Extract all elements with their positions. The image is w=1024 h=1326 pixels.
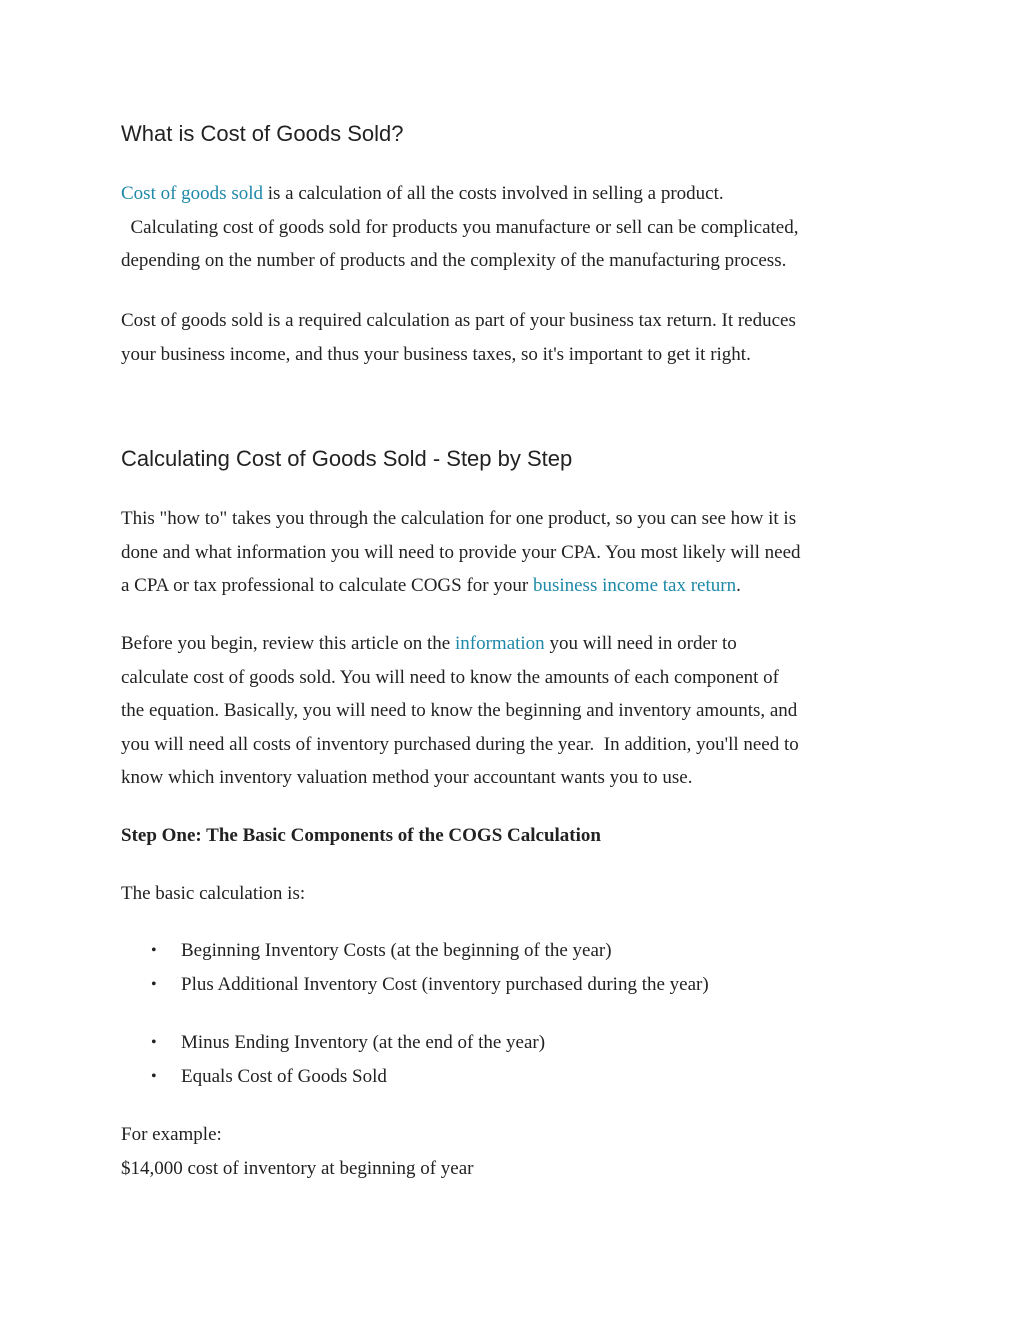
- list-item: • Beginning Inventory Costs (at the beginning of the year): [121, 934, 911, 968]
- before-line-5: know which inventory valuation method your accountant wants you to use.: [121, 767, 693, 788]
- before-you-begin-paragraph: [121, 627, 911, 795]
- intro-line-3: depending on the number of products and the complexity of the manufacturing process.: [121, 250, 787, 271]
- intro-line-1-text: is a calculation of all the costs involved in selling a product.: [263, 183, 724, 204]
- intro-paragraph: [121, 177, 911, 278]
- how-to-line-3-text: a CPA or tax professional to calculate COGS for your: [121, 575, 533, 596]
- intro-line-2: Calculating cost of goods sold for products you manufacture or sell can be complicated,: [121, 216, 799, 238]
- list-item: • Equals Cost of Goods Sold: [121, 1060, 911, 1094]
- list-item: • Minus Ending Inventory (at the end of the year): [121, 1026, 911, 1060]
- how-to-paragraph: [121, 502, 911, 603]
- how-to-line-3-end: .: [736, 575, 741, 596]
- how-to-line-1: This "how to" takes you through the calculation for one product, so you can see how it is: [121, 508, 797, 529]
- tax-line-2: your business income, and thus your business taxes, so it's important to get it right.: [121, 343, 751, 365]
- example-block: [121, 1118, 911, 1185]
- example-label: For example:: [121, 1124, 222, 1145]
- tax-paragraph: [121, 304, 911, 371]
- step-one-heading: Step One: The Basic Components of the COGS Calculation: [121, 825, 601, 846]
- before-line-2: calculate cost of goods sold. You will need to know the amounts of each component of: [121, 666, 780, 688]
- before-line-4: you will need all costs of inventory purchased during the year. In addition, you'll need to: [121, 733, 799, 755]
- heading-calculating-cogs: Calculating Cost of Goods Sold - Step by Step: [121, 446, 573, 471]
- before-line-1-end: you will need in order to: [544, 633, 737, 654]
- components-list-b: [121, 1026, 911, 1093]
- how-to-line-3: [121, 569, 911, 603]
- business-income-tax-return-link[interactable]: business income tax return: [532, 575, 737, 596]
- information-link[interactable]: information: [454, 633, 545, 654]
- before-line-1: [121, 627, 911, 661]
- heading-what-is-cogs: What is Cost of Goods Sold?: [121, 121, 404, 146]
- tax-line-1: Cost of goods sold is a required calculation as part of your business tax return. It reduces: [121, 310, 796, 331]
- components-list-a: [121, 934, 911, 1001]
- example-line-1: $14,000 cost of inventory at beginning of year: [121, 1157, 474, 1179]
- before-line-3: the equation. Basically, you will need to know the beginning and inventory amounts, and: [121, 700, 798, 721]
- basic-calc-intro: The basic calculation is:: [121, 883, 306, 904]
- cost-of-goods-sold-link[interactable]: Cost of goods sold: [121, 183, 263, 204]
- before-line-1-text: Before you begin, review this article on the: [121, 633, 455, 654]
- how-to-line-2: done and what information you will need to provide your CPA. You most likely will need: [121, 541, 801, 563]
- intro-line-1: [121, 177, 911, 211]
- list-item: • Plus Additional Inventory Cost (inventory purchased during the year): [121, 968, 911, 1002]
